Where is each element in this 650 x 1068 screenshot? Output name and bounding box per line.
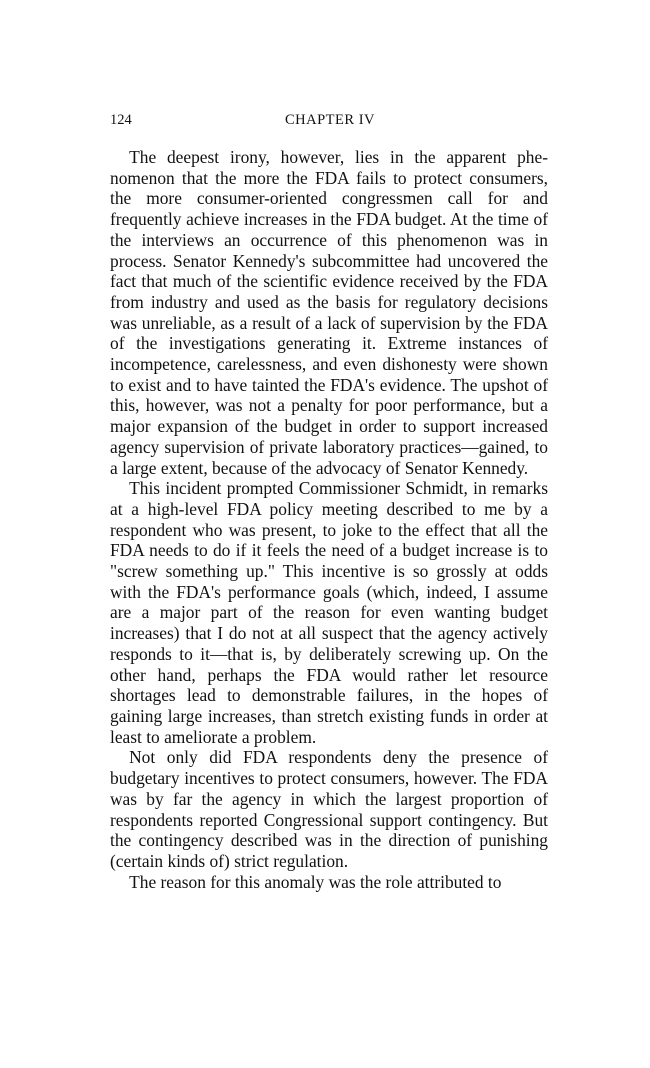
paragraph-anomaly-reason: The reason for this anomaly was the role attributed to [129,871,502,892]
body-text [110,147,548,892]
paragraph-schmidt-remarks: This incident prompted Commissioner Schmidt, in remarks at a high-level FDA policy meeting described to me by a respondent who was present, to joke to the effect that all the FDA needs to do if it feels the need of a budget increase is to "screw something up." This incentive is so grossly at odds with the FDA's performance goals (which, indeed, I assume are a major part of the reason for even wanting budget increases) that I do not at all suspect that the agency actively responds to it—that is, by deliberately screwing up. On the other hand, perhaps the FDA would rather let resource shortages lead to demonstrable failures, in the hopes of gaining large increases, than stretch existing funds in order at least to ameliorate a problem. [110,478,548,747]
paragraph-congressional-contingency: Not only did FDA respondents deny the presence of budgetary incentives to protect consumers, however. The FDA was by far the agency in which the largest proportion of respondents reported Congressional support contingency. But the contingency described was in the direction of punishing (certain kinds of) strict regulation. [110,747,548,871]
page-number: 124 [110,112,132,128]
page-header [110,112,550,134]
paragraph-fda-irony: The deepest irony, however, lies in the apparent phenomenon that the more the FDA fails to protect consumers, the more consumer-oriented congressmen call for and frequently achieve increases in the FDA budget. At the time of the interviews an occurrence of this phenomenon was in process. Senator Kennedy's subcommittee had uncovered the fact that much of the scientific evidence received by the FDA from industry and used as the basis for regulatory decisions was unreliable, as a result of a lack of supervision by the FDA of the investigations generating it. Extreme instances of incompetence, carelessness, and even dishonesty were shown to exist and to have tainted the FDA's evidence. The upshot of this, however, was not a penalty for poor performance, but a major expansion of the budget in order to support increased agency supervision of private laboratory practices—gained, to a large extent, because of the advocacy of Senator Kennedy. [110,147,548,478]
chapter-running-head: CHAPTER IV [285,112,375,128]
